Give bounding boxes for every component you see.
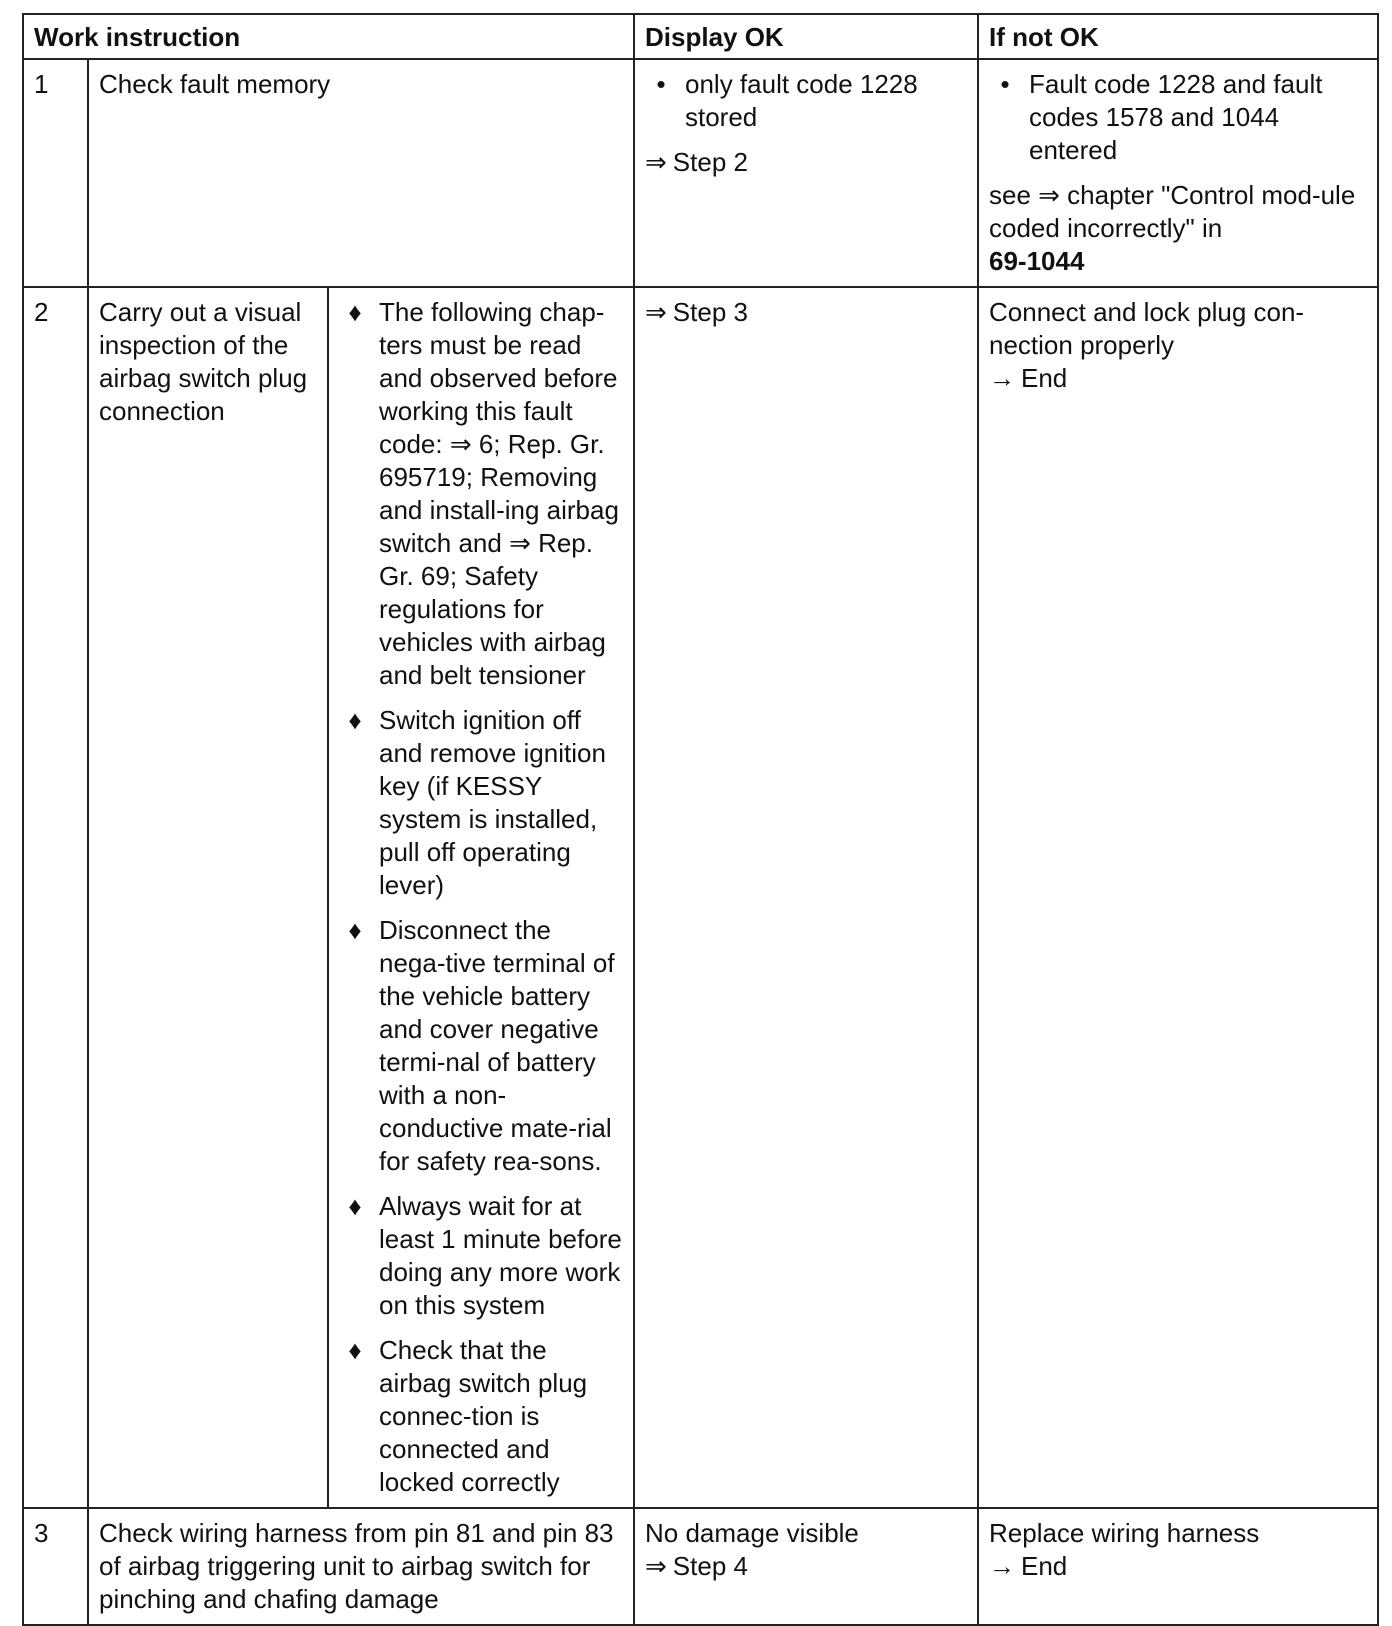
note-text: The following chap-ters must be read and observed before working this fault code: ⇒ 6; Rep. Gr. 695719; Removing and install-ing airbag switch and ⇒ Rep. Gr. 69; Safety regulations for vehicles with airbag and belt tensioner (379, 297, 619, 690)
list-item (989, 68, 1367, 167)
step-number: 2 (23, 287, 88, 1508)
step-link[interactable]: Step 3 (672, 297, 748, 327)
bullet-list (989, 68, 1367, 167)
note-text: Disconnect the nega-tive terminal of the vehicle battery and cover negative termi-nal of battery with a non-conductive mate-rial for safety rea-sons. (379, 915, 615, 1176)
step-number: 3 (23, 1508, 88, 1625)
work-instruction-cell: Check fault memory (88, 59, 634, 287)
bullet-text: only fault code 1228 stored (685, 69, 918, 132)
bullet-icon: • (1000, 69, 1010, 99)
diamond-bullet-icon: ♦ (348, 915, 362, 945)
right-arrow-icon: → (989, 1551, 1015, 1581)
next-step (645, 1550, 967, 1583)
table-row (23, 1508, 1378, 1625)
work-instruction-cell: Carry out a visual inspection of the airbag switch plug connection (88, 287, 328, 1508)
bullet-text: Fault code 1228 and fault codes 1578 and 1044 entered (1029, 69, 1323, 165)
right-arrow-icon: → (989, 363, 1015, 393)
work-instruction-table (22, 13, 1379, 1626)
if-not-ok-cell (978, 1508, 1378, 1625)
list-item (339, 704, 623, 902)
double-arrow-icon: ⇒ (645, 1551, 667, 1581)
next-step (645, 146, 967, 179)
end-marker (989, 1550, 1367, 1583)
step-link[interactable]: Step 4 (672, 1551, 748, 1581)
list-item (339, 296, 623, 692)
double-arrow-icon: ⇒ (645, 297, 667, 327)
end-marker (989, 362, 1367, 395)
double-arrow-icon: ⇒ (645, 147, 667, 177)
reference-text: see ⇒ chapter "Control mod-ule coded incorrectly" in (989, 180, 1356, 243)
next-step (645, 296, 967, 329)
if-not-ok-cell (978, 59, 1378, 287)
list-item (339, 1334, 623, 1499)
display-ok-cell (634, 1508, 978, 1625)
list-item (339, 1190, 623, 1322)
table-row (23, 287, 1378, 1508)
table-header-row (23, 14, 1378, 59)
bullet-icon: • (656, 69, 666, 99)
diamond-bullet-icon: ♦ (348, 1335, 362, 1365)
end-label: End (1021, 1551, 1068, 1581)
display-ok-cell (634, 287, 978, 1508)
diamond-bullet-icon: ♦ (348, 297, 362, 327)
note-text: Always wait for at least 1 minute before doing any more work on this system (379, 1191, 622, 1320)
notes-list (339, 296, 623, 1499)
note-text: Check that the airbag switch plug connec-tion is connected and locked correctly (379, 1335, 588, 1497)
end-label: End (1021, 363, 1068, 393)
note-text: Switch ignition off and remove ignition key (if KESSY system is installed, pull off operating lever) (379, 705, 606, 900)
work-instruction-cell: Check wiring harness from pin 81 and pin 83 of airbag triggering unit to airbag switch for pinching and chafing damage (88, 1508, 634, 1625)
notes-cell (328, 287, 634, 1508)
reference-link[interactable]: 69-1044 (989, 246, 1085, 276)
action-text: Replace wiring harness (989, 1518, 1260, 1548)
header-display-ok: Display OK (634, 14, 978, 59)
header-if-not-ok: If not OK (978, 14, 1378, 59)
action-text: Connect and lock plug con-nection properly (989, 297, 1305, 360)
diamond-bullet-icon: ♦ (348, 705, 362, 735)
ok-text: No damage visible (645, 1518, 859, 1548)
if-not-ok-cell (978, 287, 1378, 1508)
bullet-list (645, 68, 967, 134)
display-ok-cell (634, 59, 978, 287)
header-work-instruction: Work instruction (23, 14, 634, 59)
step-number: 1 (23, 59, 88, 287)
list-item (645, 68, 967, 134)
step-link[interactable]: Step 2 (672, 147, 748, 177)
table-row (23, 59, 1378, 287)
list-item (339, 914, 623, 1178)
chapter-reference (989, 179, 1367, 278)
diamond-bullet-icon: ♦ (348, 1191, 362, 1221)
